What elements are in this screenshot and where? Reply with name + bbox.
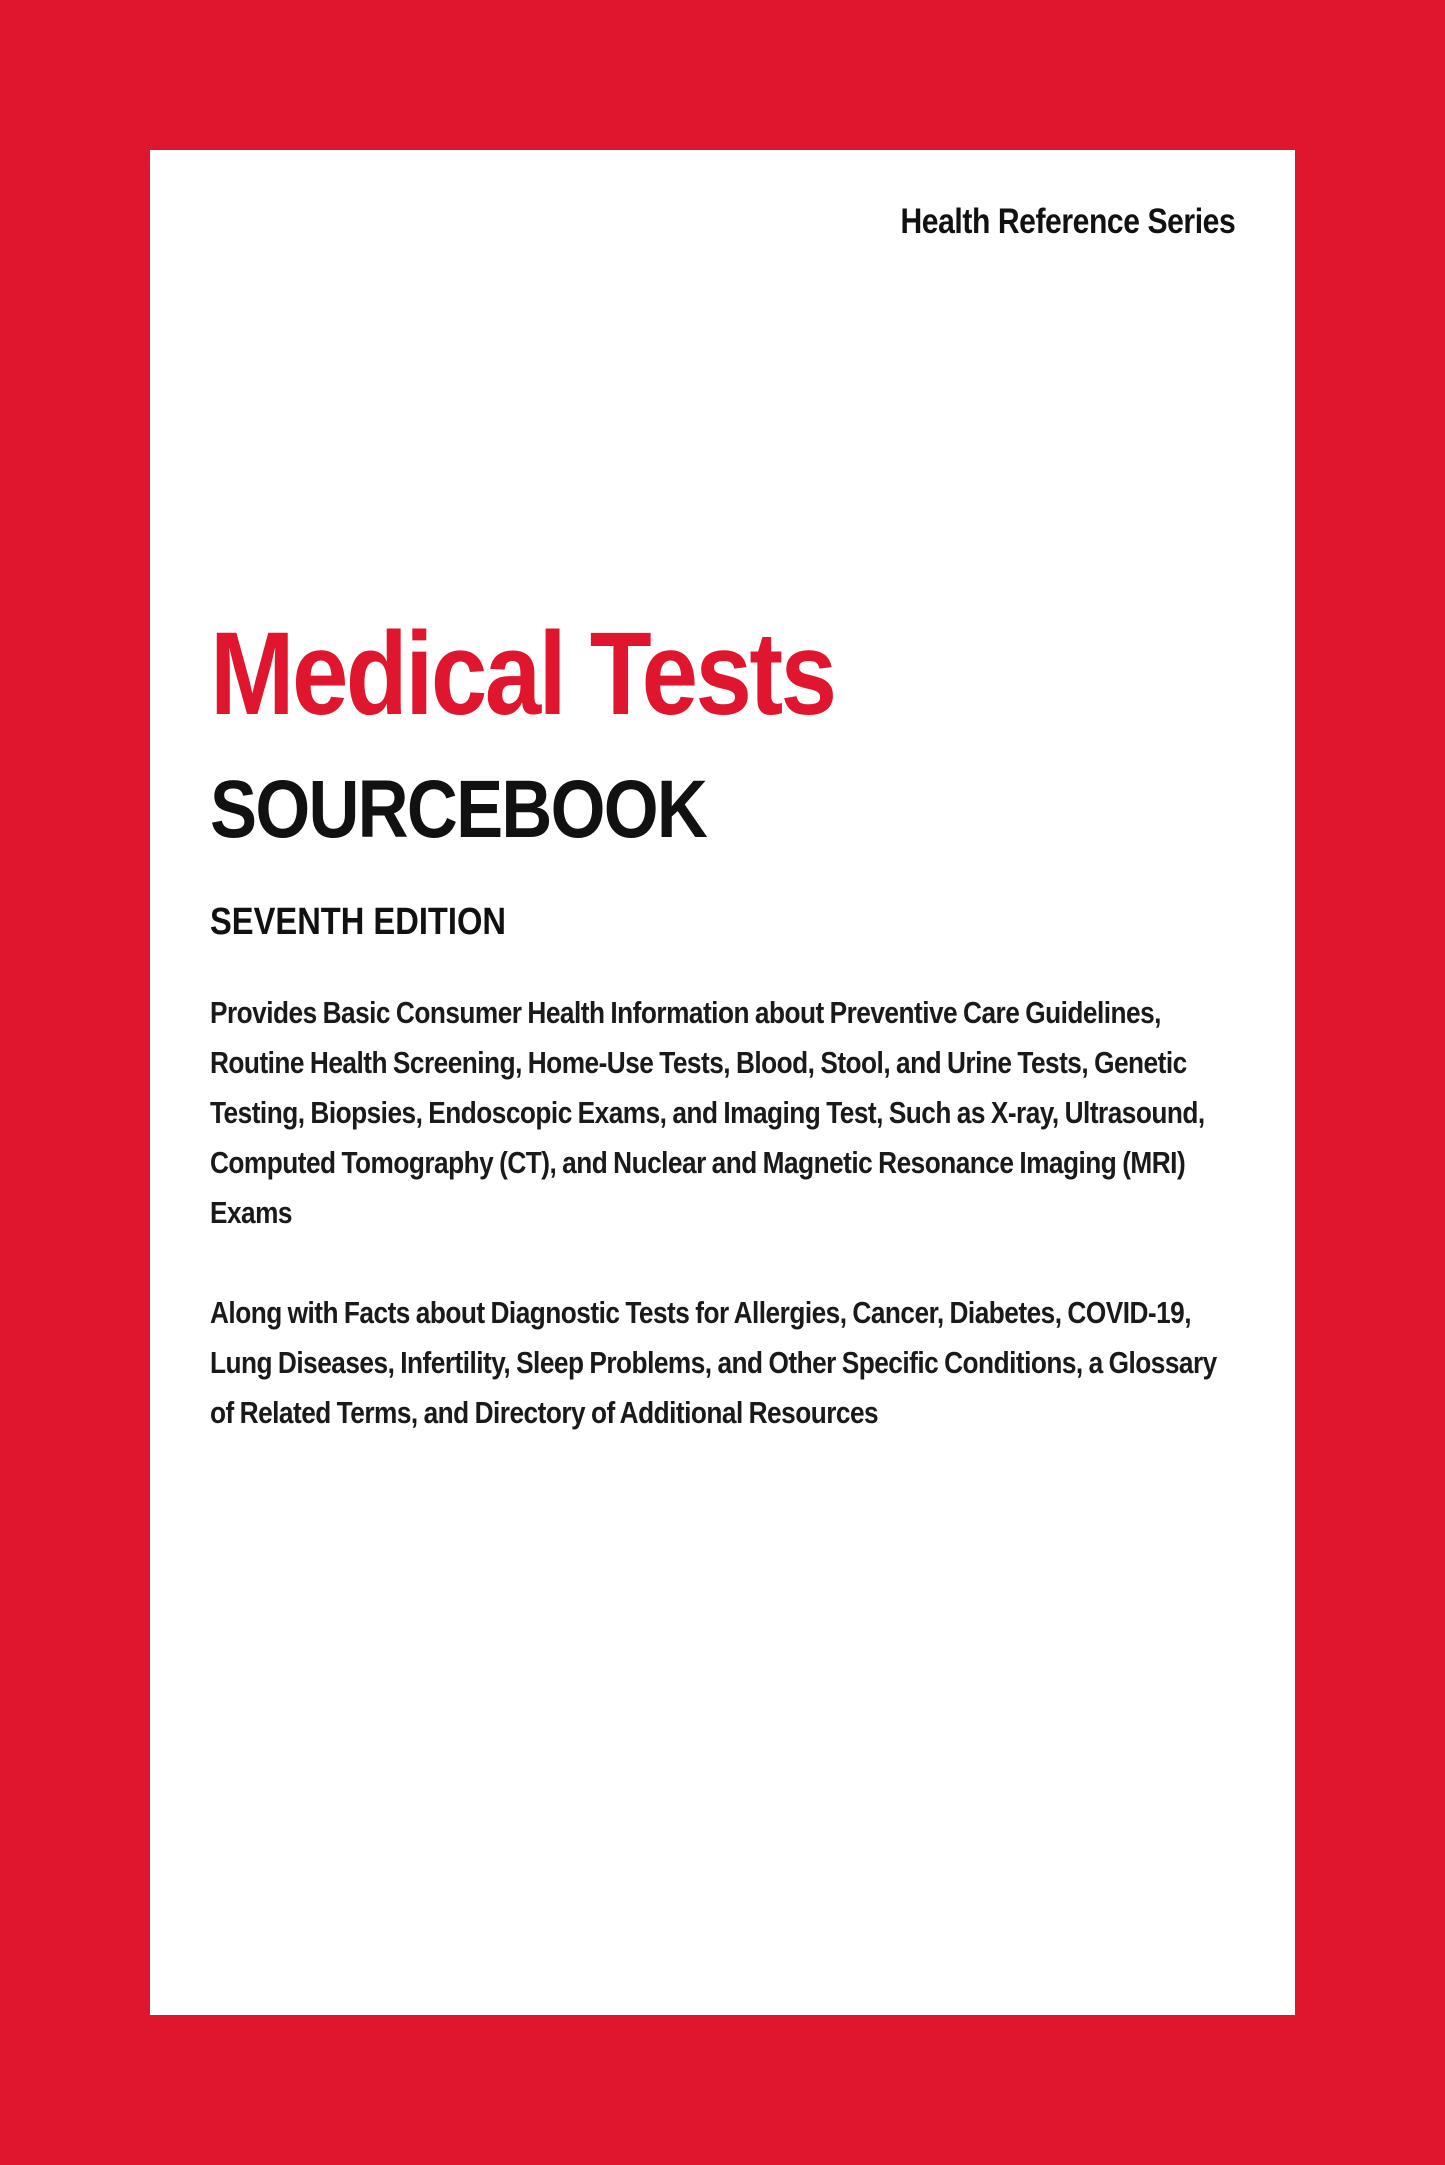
edition-label: SEVENTH EDITION <box>210 901 506 943</box>
book-subtitle: SOURCEBOOK <box>210 764 707 855</box>
title-block <box>210 608 1240 1438</box>
series-label: Health Reference Series <box>900 202 1235 241</box>
description-paragraph-1: Provides Basic Consumer Health Information about Preventive Care Guidelines, Routine Health Screening, Home-Use Tests, Blood, Stool, and Urine Tests, Genetic Testing, Biopsies, Endoscopic Exams, and Imaging Test, Such as X-ray, Ultrasound, Computed Tomography (CT), and Nuclear and Magnetic Resonance Imaging (MRI) Exams <box>210 996 1205 1230</box>
description-paragraph-2: Along with Facts about Diagnostic Tests for Allergies, Cancer, Diabetes, COVID-19, Lung Diseases, Infertility, Sleep Problems, and Other Specific Conditions, a Glossary of Related Terms, and Directory of Additional Resources <box>210 1296 1217 1430</box>
description <box>210 988 1240 1438</box>
cover-panel <box>150 150 1295 2015</box>
book-title: Medical Tests <box>210 608 835 740</box>
